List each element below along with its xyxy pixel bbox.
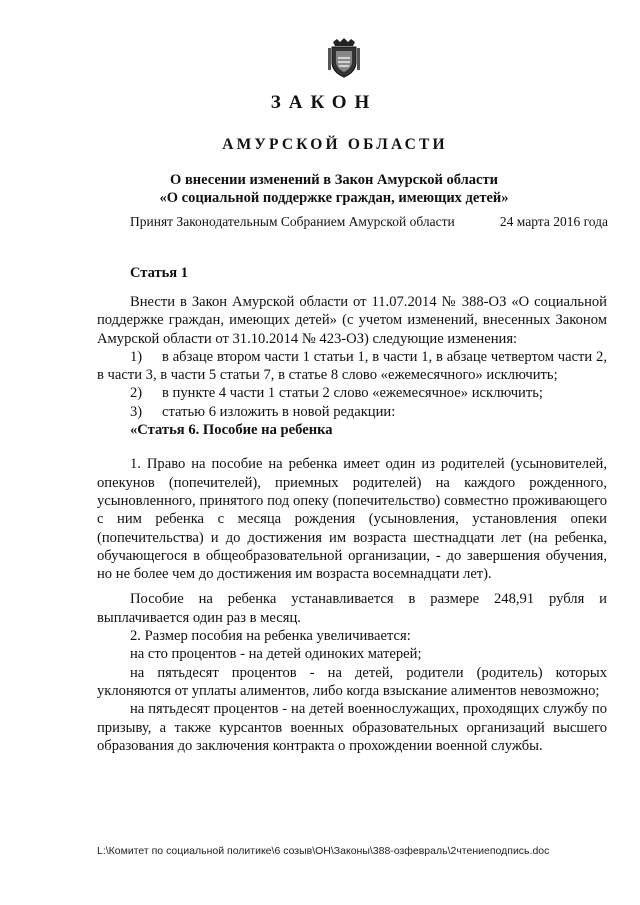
list-item-number: 2) xyxy=(130,385,143,402)
law-name-line-1: О внесении изменений в Закон Амурской области xyxy=(170,172,498,188)
document-title: ЗАКОН xyxy=(270,92,378,113)
file-path-footer: L:\Комитет по социальной политике\6 созыв\ОН\Законы\388-озфевраль\2чтениеподпись.doc xyxy=(97,845,550,857)
law-name-line-2: «О социальной поддержке граждан, имеющих детей» xyxy=(159,190,509,206)
document-subtitle: АМУРСКОЙ ОБЛАСТИ xyxy=(222,136,448,153)
adopted-date: 24 марта 2016 года xyxy=(499,214,608,229)
article-body xyxy=(97,293,607,755)
list-item-text: статью 6 изложить в новой редакции: xyxy=(162,403,396,420)
list-item-number: 3) xyxy=(130,403,143,420)
paragraph: на пятьдесят процентов - на детей военнослужащих, проходящих службу по призыву, а также курсантов военных образовательных организаций высшего образования до заключения контракта о прохождении военной службы. xyxy=(97,701,607,754)
paragraph: 1. Право на пособие на ребенка имеет один из родителей (усыновителей, опекунов (попечителей), приемных родителей) на каждого рожденного, усыновленного, принятого под опеку (попечительство) совместно проживающего с ним ребенка с месяца рождения (усыновления, установления опеки (попечительства) и до достижения им возраста шестнадцати лет (на ребенка, обучающегося в общеобразовательной организации, - до завершения обучения, но не более чем до достижения им возраста восемнадцати лет). xyxy=(97,456,607,583)
article-intro: Внести в Закон Амурской области от 11.07.2014 № 388-ОЗ «О социальной поддержке граждан, имеющих детей» (с учетом изменений, внесенных Законом Амурской области от 31.10.2014 № 423-ОЗ) следующие изменения: xyxy=(97,294,607,347)
paragraph: на пятьдесят процентов - на детей, родители (родитель) которых уклоняются от уплаты алиментов, либо когда взыскание алиментов невозможно; xyxy=(97,664,607,699)
list-item xyxy=(97,384,607,402)
list-item xyxy=(97,348,607,385)
list-item-text: в абзаце втором части 1 статьи 1, в части 1, в абзаце четвертом части 2, в части 3, в части 5 статьи 7, в статье 8 слово «ежемесячного» исключить; xyxy=(97,348,607,384)
paragraph: на сто процентов - на детей одиноких матерей; xyxy=(130,646,422,663)
paragraph: 2. Размер пособия на ребенка увеличивается: xyxy=(130,628,411,645)
list-item xyxy=(97,403,607,421)
list-item-number: 1) xyxy=(130,348,143,365)
list-item-text: в пункте 4 части 1 статьи 2 слово «ежемесячное» исключить; xyxy=(162,385,543,402)
paragraph: Пособие на ребенка устанавливается в размере 248,91 рубля и выплачивается один раз в месяц. xyxy=(97,591,607,626)
new-article-title: «Статья 6. Пособие на ребенка xyxy=(130,422,333,439)
adoption-line xyxy=(130,214,608,230)
article-title: Статья 1 xyxy=(130,265,188,281)
law-name xyxy=(0,171,640,207)
adopted-by: Принят Законодательным Собранием Амурской области xyxy=(130,214,455,229)
coat-of-arms-emblem xyxy=(327,38,361,78)
